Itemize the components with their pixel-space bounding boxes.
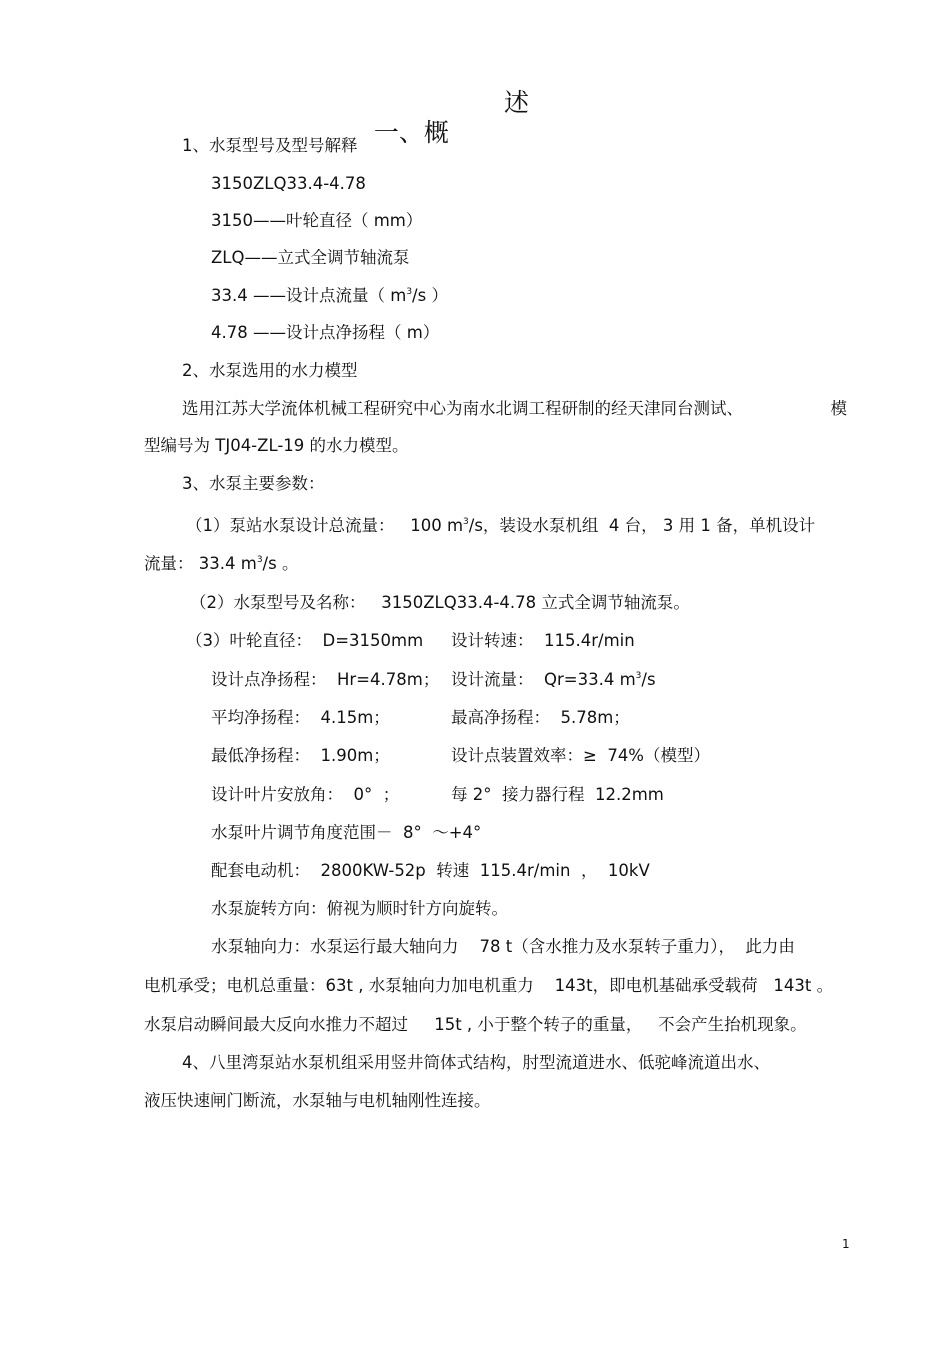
section-2-heading: 2、水泵选用的水力模型 [182,361,358,380]
page-title [358,88,530,178]
param-axial-force-line-2: 电机承受；电机总重量：63t , 水泵轴向力加电机重力 143t，即电机基础承受载荷 143t 。 [144,976,834,995]
param-rotation: 水泵旋转方向：俯视为顺时针方向旋转。 [211,899,508,918]
param-impeller-diameter: （3）叶轮直径： D=3150mm [186,631,424,650]
section-4-line-2: 液压快速闸门断流，水泵轴与电机轴刚性连接。 [144,1091,491,1110]
param-design-flow: 设计流量： Qr=33.4 $m^3/s$ [451,670,656,689]
title-part-2: 述 [504,88,530,117]
param-axial-force-line-1: 水泵轴向力：水泵运行最大轴向力 78 t（含水推力及水泵转子重力）， 此力由 [211,937,795,956]
section-3-heading: 3、水泵主要参数： [182,474,325,493]
section-1-heading: 1、水泵型号及型号解释 [182,136,358,155]
param-efficiency: 设计点装置效率：≥ 74%（模型） [451,746,710,765]
param-max-head: 最高净扬程： 5.78m； [451,708,630,727]
section-2-paragraph-line-2: 型编号为 TJ04-ZL-19 的水力模型。 [144,436,409,455]
model-explain-1: 3150——叶轮直径（ mm） [211,211,423,230]
param-pump-model: （2）水泵型号及名称： 3150ZLQ33.4-4.78 立式全调节轴流泵。 [190,593,690,612]
title-part-1: 一、概 [373,118,449,147]
page-number: 1 [842,1237,850,1251]
section-4-line-1: 4、八里湾泵站水泵机组采用竖井筒体式结构，肘型流道进水、低驼峰流道出水、 [182,1053,770,1072]
param-total-flow: （1）泵站水泵设计总流量： 100 $m^3/s$，装设水泵机组 4 台， 3 用 1 备，单机设计 [186,516,816,535]
param-design-speed: 设计转速： 115.4r/min [451,631,635,650]
model-explain-2: ZLQ——立式全调节轴流泵 [211,248,410,267]
model-explain-4: 4.78 ——设计点净扬程（ m） [211,323,440,342]
model-number: 3150ZLQ33.4-4.78 [211,174,366,193]
param-design-head: 设计点净扬程： Hr=4.78m； [211,670,440,689]
param-blade-range: 水泵叶片调节角度范围－ 8° ～+4° [211,823,482,842]
model-explain-3: 33.4 ——设计点流量（ $m^3/s$ ） [211,286,448,305]
param-axial-force-line-3: 水泵启动瞬间最大反向水推力不超过 15t , 小于整个转子的重量， 不会产生抬机现象。 [144,1015,807,1034]
param-blade-angle: 设计叶片安放角： 0° ； [211,785,400,804]
param-average-head: 平均净扬程： 4.15m； [211,708,390,727]
param-unit-flow: 流量： 33.4 $m^3/s$ 。 [144,554,299,573]
section-2-paragraph-line-1: 选用江苏大学流体机械工程研究中心为南水北调工程研制的经天津同台测试、 模 [182,399,847,418]
param-servomotor-stroke: 每 2° 接力器行程 12.2mm [451,785,664,804]
param-min-head: 最低净扬程： 1.90m； [211,746,390,765]
param-motor: 配套电动机： 2800KW-52p 转速 115.4r/min ， 10kV [211,861,650,880]
